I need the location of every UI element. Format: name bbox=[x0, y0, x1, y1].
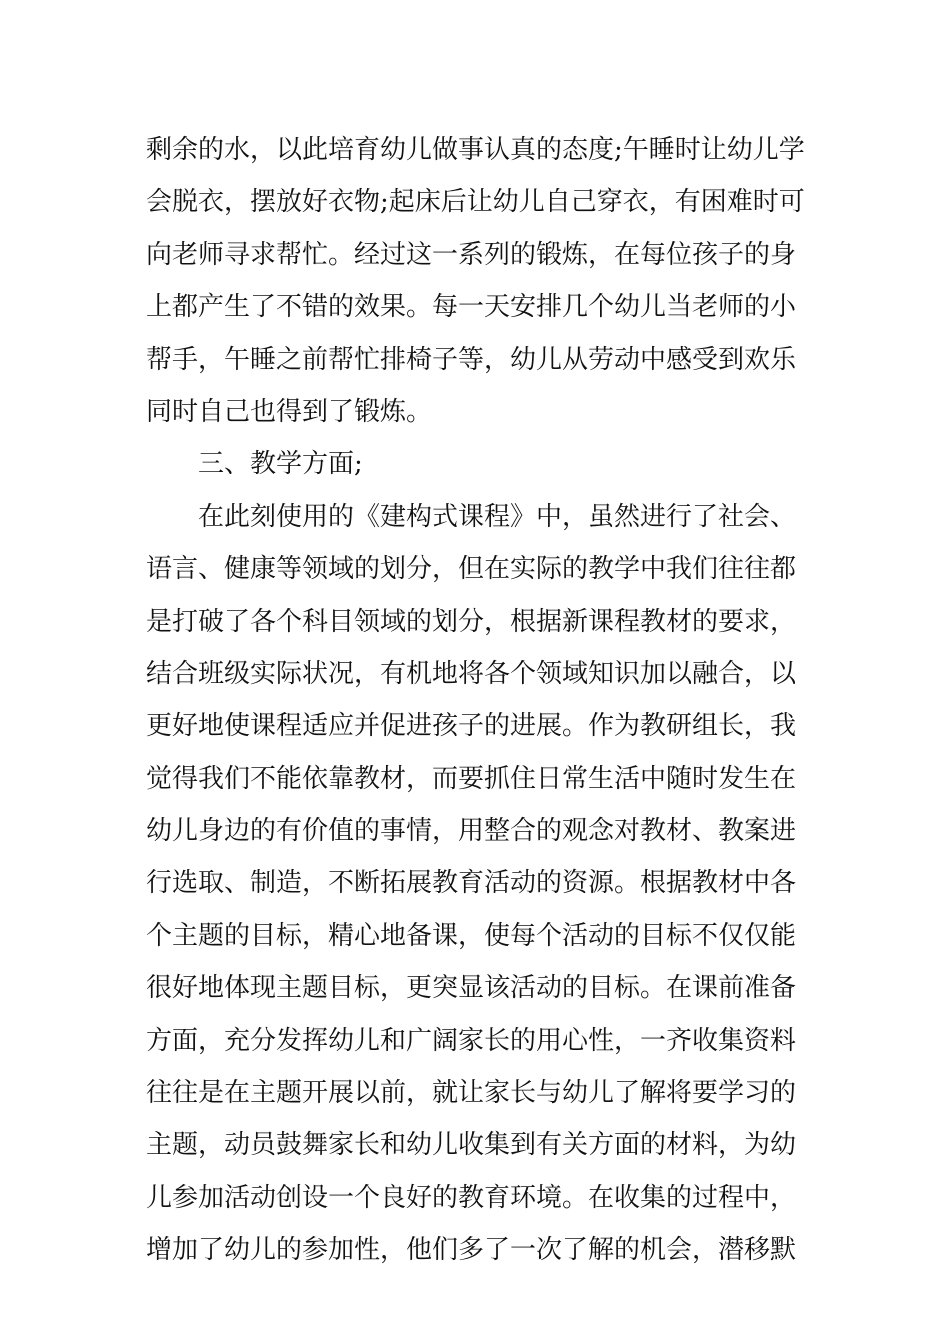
text-line: 结合班级实际状况，有机地将各个领域知识加以融合，以 bbox=[146, 658, 797, 689]
text-line: 主题，动员鼓舞家长和幼儿收集到有关方面的材料，为幼 bbox=[146, 1130, 797, 1161]
text-line: 会脱衣，摆放好衣物;起床后让幼儿自己穿衣，有困难时可 bbox=[146, 187, 805, 218]
text-line: 上都产生了不错的效果。每一天安排几个幼儿当老师的小 bbox=[146, 292, 797, 323]
text-line: 很好地体现主题目标，更突显该活动的目标。在课前准备 bbox=[146, 973, 797, 1004]
text-line: 觉得我们不能依靠教材，而要抓住日常生活中随时发生在 bbox=[146, 763, 797, 794]
text-line: 同时自己也得到了锻炼。 bbox=[146, 396, 433, 427]
text-line: 增加了幼儿的参加性，他们多了一次了解的机会，潜移默 bbox=[146, 1235, 797, 1266]
section-heading: 三、教学方面; bbox=[198, 449, 363, 480]
text-line: 个主题的目标，精心地备课，使每个活动的目标不仅仅能 bbox=[146, 920, 797, 951]
text-line: 儿参加活动创设一个良好的教育环境。在收集的过程中， bbox=[146, 1182, 797, 1213]
text-line: 往往是在主题开展以前，就让家长与幼儿了解将要学习的 bbox=[146, 1078, 797, 1109]
document-body bbox=[146, 124, 811, 1277]
text-line: 语言、健康等领域的划分，但在实际的教学中我们往往都 bbox=[146, 554, 797, 585]
text-line: 幼儿身边的有价值的事情，用整合的观念对教材、教案进 bbox=[146, 816, 797, 847]
text-line: 更好地使课程适应并促进孩子的进展。作为教研组长，我 bbox=[146, 711, 797, 742]
text-line: 是打破了各个科目领域的划分，根据新课程教材的要求， bbox=[146, 606, 797, 637]
text-line: 行选取、制造，不断拓展教育活动的资源。根据教材中各 bbox=[146, 868, 797, 899]
text-line: 剩余的水，以此培育幼儿做事认真的态度;午睡时让幼儿学 bbox=[146, 135, 805, 165]
text-line: 帮手，午睡之前帮忙排椅子等，幼儿从劳动中感受到欢乐 bbox=[146, 344, 797, 375]
text-line: 向老师寻求帮忙。经过这一系列的锻炼，在每位孩子的身 bbox=[146, 239, 797, 270]
text-line: 方面，充分发挥幼儿和广阔家长的用心性，一齐收集资料 bbox=[146, 1025, 797, 1056]
text-line: 在此刻使用的《建构式课程》中，虽然进行了社会、 bbox=[198, 501, 797, 532]
